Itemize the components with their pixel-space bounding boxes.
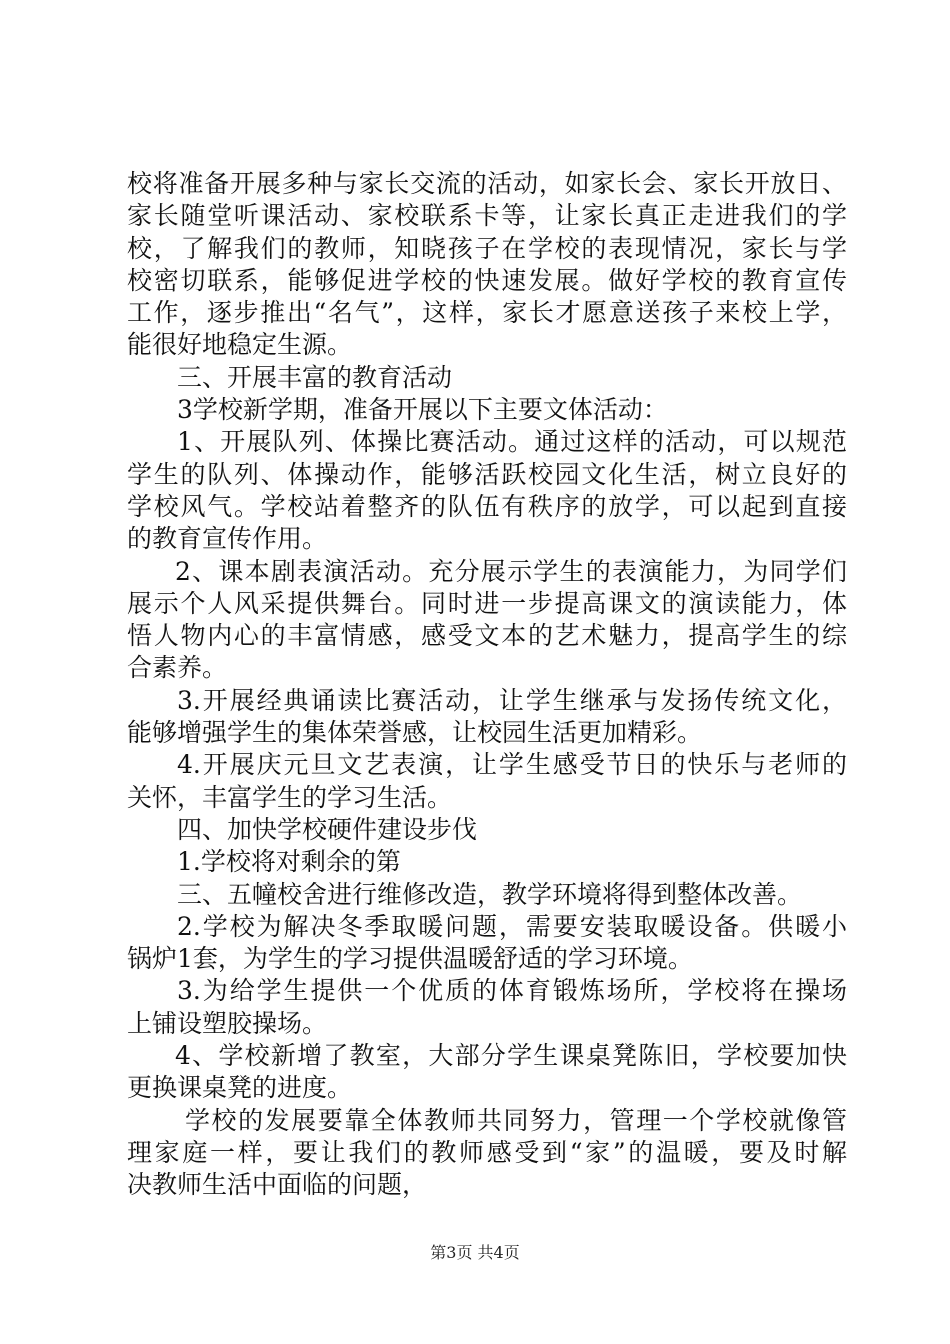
text-line: 4.开展庆元旦文艺表演，让学生感受节日的快乐与老师的 bbox=[177, 750, 847, 780]
text-line: 上铺设塑胶操场。 bbox=[127, 1008, 328, 1038]
text-line: 能很好地稳定生源。 bbox=[127, 330, 353, 360]
text-line: 校密切联系，能够促进学校的快速发展。做好学校的教育宣传 bbox=[127, 265, 847, 295]
text-line: 4、学校新增了教室，大部分学生课桌凳陈旧，学校要加快 bbox=[175, 1041, 847, 1071]
text-line: 1、开展队列、体操比赛活动。通过这样的活动，可以规范 bbox=[177, 427, 847, 457]
text-line: 3学校新学期，准备开展以下主要文体活动： bbox=[177, 395, 668, 425]
text-line: 校，了解我们的教师，知晓孩子在学校的表现情况，家长与学 bbox=[127, 233, 847, 263]
text-line: 学校的发展要靠全体教师共同努力，管理一个学校就像管 bbox=[185, 1105, 847, 1135]
text-line: 悟人物内心的丰富情感，感受文本的艺术魅力，提高学生的综 bbox=[127, 621, 847, 651]
text-line: 3.开展经典诵读比赛活动，让学生继承与发扬传统文化， bbox=[177, 685, 847, 715]
text-line: 决教师生活中面临的问题， bbox=[127, 1170, 428, 1200]
text-line: 1.学校将对剩余的第 bbox=[177, 847, 401, 877]
text-line: 3.为给学生提供一个优质的体育锻炼场所，学校将在操场 bbox=[177, 976, 847, 1006]
text-line: 能够增强学生的集体荣誉感，让校园生活更加精彩。 bbox=[127, 718, 703, 748]
text-line: 2、课本剧表演活动。充分展示学生的表演能力，为同学们 bbox=[175, 556, 847, 586]
text-line: 三、五幢校舍进行维修改造，教学环境将得到整体改善。 bbox=[177, 879, 803, 909]
text-line: 关怀，丰富学生的学习生活。 bbox=[127, 782, 453, 812]
text-line: 更换课桌凳的进度。 bbox=[127, 1073, 353, 1103]
page-footer: 第3页 共4页 bbox=[430, 1243, 520, 1262]
document-body bbox=[127, 168, 847, 1202]
text-line: 展示个人风采提供舞台。同时进一步提高课文的演读能力，体 bbox=[127, 588, 847, 618]
section-heading: 三、开展丰富的教育活动 bbox=[177, 362, 453, 392]
text-line: 校将准备开展多种与家长交流的活动，如家长会、家长开放日、 bbox=[127, 169, 847, 198]
text-line: 合素养。 bbox=[127, 653, 228, 683]
section-heading: 四、加快学校硬件建设步伐 bbox=[177, 814, 478, 844]
text-line: 家长随堂听课活动、家校联系卡等，让家长真正走进我们的学 bbox=[127, 201, 847, 231]
text-line: 学校风气。学校站着整齐的队伍有秩序的放学，可以起到直接 bbox=[127, 491, 847, 521]
text-line: 理家庭一样，要让我们的教师感受到“家”的温暖，要及时解 bbox=[127, 1137, 847, 1167]
text-line: 学生的队列、体操动作，能够活跃校园文化生活，树立良好的 bbox=[127, 459, 847, 489]
text-line: 2.学校为解决冬季取暖问题，需要安装取暖设备。供暖小 bbox=[177, 911, 847, 941]
text-line: 锅炉1套，为学生的学习提供温暖舒适的学习环境。 bbox=[127, 944, 693, 974]
text-line: 的教育宣传作用。 bbox=[127, 524, 328, 554]
text-line: 工作，逐步推出“名气”，这样，家长才愿意送孩子来校上学， bbox=[127, 298, 847, 328]
